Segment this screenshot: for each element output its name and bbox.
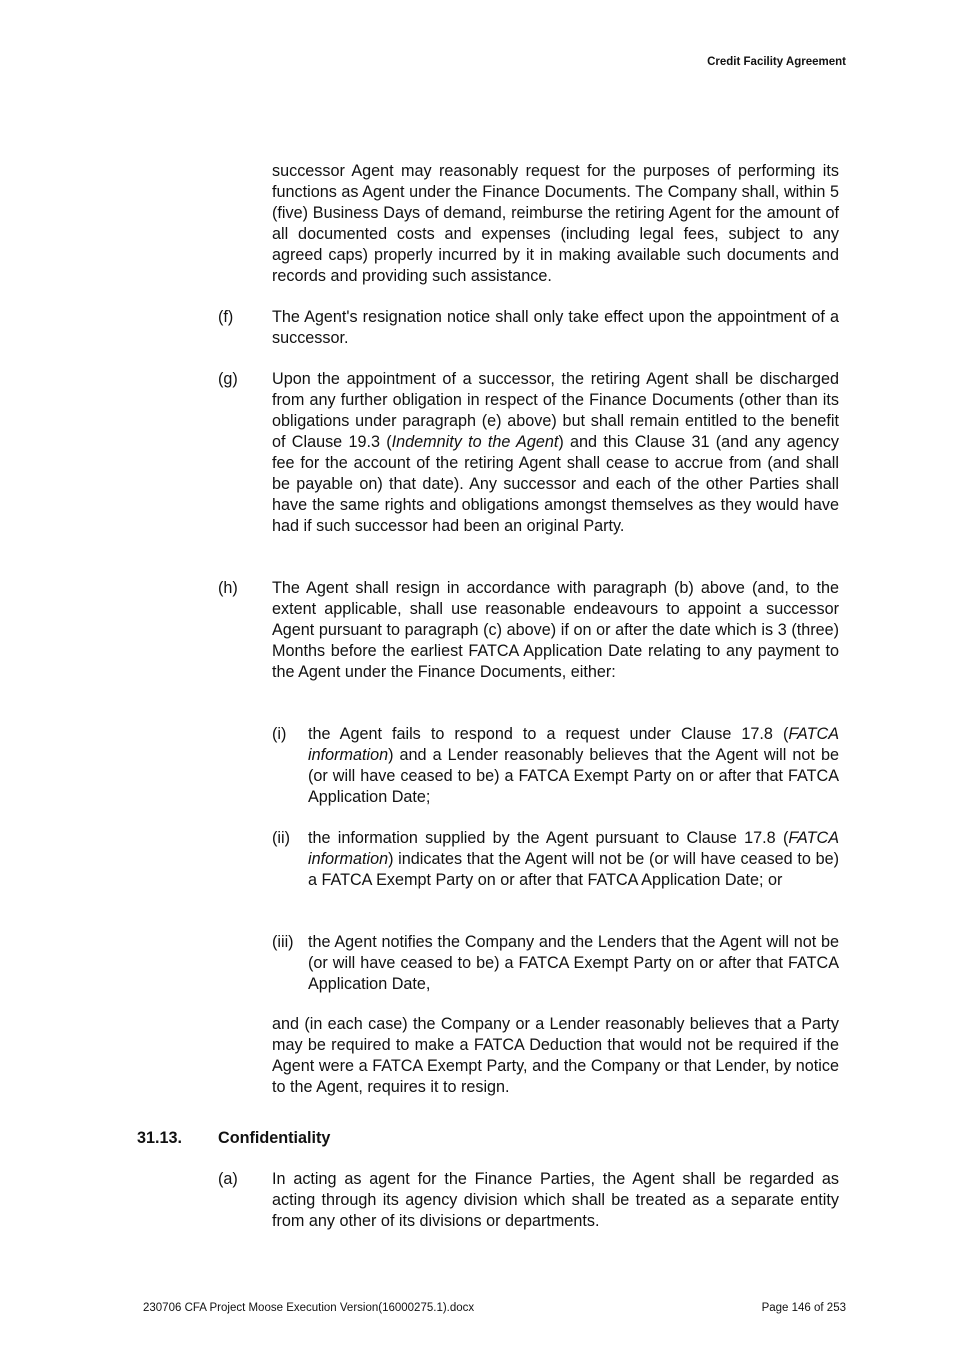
para-f-text: The Agent's resignation notice shall only take effect upon the appointment of a successor. (272, 308, 839, 347)
sub-ii-text (308, 828, 839, 891)
sub-i-text-1: the Agent fails to respond to a request under Clause 17.8 ( (308, 725, 789, 743)
para-f-label: (f) (218, 308, 234, 326)
para-h-closing: and (in each case) the Company or a Lender reasonably believes that a Party may be required to make a FATCA Deduction that would not be required if the Agent were a FATCA Exempt Party, and the Company or that Lender, by notice to the Agent, requires it to resign. (272, 1015, 839, 1096)
section-number: 31.13. (137, 1129, 183, 1147)
sub-ii-text-2: ) indicates that the Agent will not be (or will have ceased to be) a FATCA Exempt Party on or after that FATCA Application Date; or (308, 850, 839, 889)
intro-paragraph: successor Agent may reasonably request for the purposes of performing its functions as Agent under the Finance Documents. The Company shall, within 5 (five) Business Days of demand, reimburse the retiring Agent for the amount of all documented costs and expenses (including legal fees, subject to any agreed caps) properly incurred by it in making available such documents and records and providing such assistance. (272, 162, 839, 285)
sub-ii-label: (ii) (272, 829, 290, 847)
para-g-text (272, 369, 839, 537)
section-para-a-text: In acting as agent for the Finance Parties, the Agent shall be regarded as acting through its agency division which shall be treated as a separate entity from any other of its divisions or departments. (272, 1170, 839, 1230)
header-title: Credit Facility Agreement (707, 56, 846, 68)
section-para-a-label: (a) (218, 1170, 238, 1188)
sub-ii-text-1: the information supplied by the Agent pursuant to Clause 17.8 ( (308, 829, 789, 847)
footer-document-name: 230706 CFA Project Moose Execution Version(16000275.1).docx (143, 1302, 475, 1314)
para-g-text-1: Upon the appointment of a successor, the retiring Agent shall be discharged from any further obligation in respect of the Finance Documents (other than its obligations under paragraph (e) above) but shall remain entitled to the benefit of Clause 19.3 ( (272, 370, 839, 451)
sub-iii-label: (iii) (272, 933, 294, 951)
para-g-ref-title: Indemnity to the Agent (391, 433, 559, 451)
section-title: Confidentiality (218, 1129, 331, 1147)
footer-page-number: Page 146 of 253 (761, 1302, 846, 1314)
sub-iii-text: the Agent notifies the Company and the Lenders that the Agent will not be (or will have ceased to be) a FATCA Exempt Party on or after that FATCA Application Date, (308, 933, 839, 993)
sub-i-text (308, 724, 839, 808)
sub-ii-ref-title: FATCA information (308, 829, 839, 868)
para-g-text-2: ) and this Clause 31 (and any agency fee for the account of the retiring Agent shall cease to accrue from (and shall be payable on) that date). Any successor and each of the other Parties shall have the same rights and obligations amongst themselves as they would have had if such successor had been an original Party. (272, 433, 839, 535)
sub-i-ref-title: FATCA information (308, 725, 839, 764)
sub-i-text-2: ) and a Lender reasonably believes that the Agent will not be (or will have ceased to be) a FATCA Exempt Party on or after that FATCA Application Date; (308, 746, 839, 806)
para-h-text: The Agent shall resign in accordance with paragraph (b) above (and, to the extent applicable, shall use reasonable endeavours to appoint a successor Agent pursuant to paragraph (c) above) if on or after the date which is 3 (three) Months before the earliest FATCA Application Date relating to any payment to the Agent under the Finance Documents, either: (272, 579, 839, 681)
para-g-label: (g) (218, 370, 238, 388)
sub-i-label: (i) (272, 725, 287, 743)
para-h-label: (h) (218, 579, 238, 597)
